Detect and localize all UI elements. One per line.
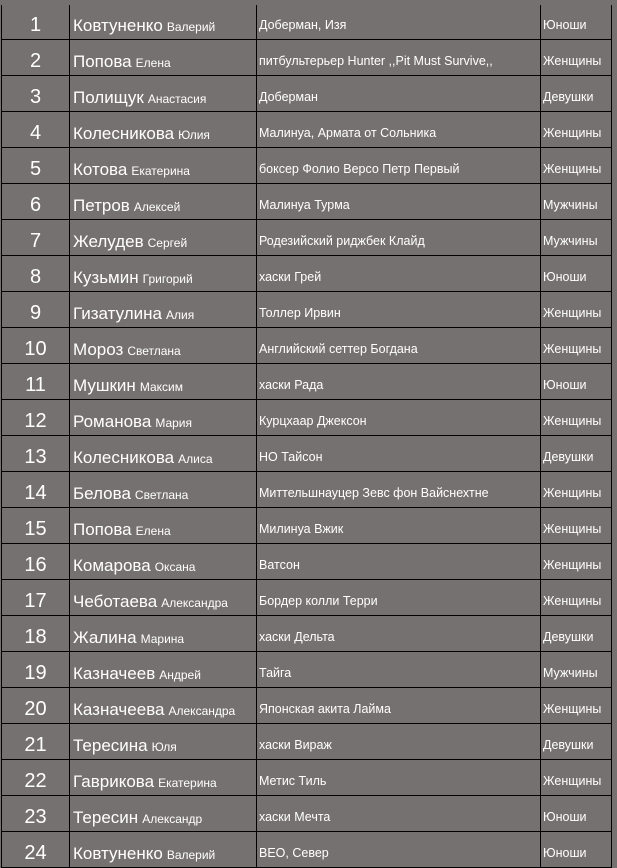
row-number-cell[interactable]: 14	[2, 472, 70, 508]
dog-cell[interactable]: хаски Вираж	[257, 724, 541, 760]
table-row	[2, 436, 612, 472]
category-cell[interactable]: Мужчины	[541, 220, 612, 256]
category-cell[interactable]: Девушки	[541, 436, 612, 472]
participant-surname: Колесникова	[73, 124, 175, 143]
participant-given-name: Оксана	[154, 560, 196, 574]
participant-surname: Попова	[73, 520, 132, 539]
participant-surname: Ковтуненко	[73, 16, 163, 35]
participant-surname: Тересин	[73, 808, 139, 827]
table-row	[2, 148, 612, 184]
participant-given-name: Александра	[168, 704, 236, 718]
participant-surname: Кузьмин	[73, 268, 139, 287]
table-row	[2, 580, 612, 616]
dog-cell[interactable]: Ватсон	[257, 544, 541, 580]
participant-given-name: Екатерина	[158, 776, 217, 790]
participant-given-name: Максим	[139, 380, 183, 394]
participant-name-cell[interactable]	[70, 652, 257, 688]
participant-given-name: Алия	[165, 308, 195, 322]
row-number-cell[interactable]: 1	[2, 5, 70, 40]
dog-cell[interactable]: Бордер колли Терри	[257, 580, 541, 616]
dog-cell[interactable]: Доберман	[257, 76, 541, 112]
participant-given-name: Светлана	[127, 344, 181, 358]
participants-table-body	[2, 5, 612, 868]
table-row	[2, 5, 612, 40]
table-row	[2, 400, 612, 436]
dog-cell[interactable]: Тайга	[257, 652, 541, 688]
participant-surname: Петров	[73, 196, 130, 215]
category-cell[interactable]: Женщины	[541, 580, 612, 616]
row-number-cell[interactable]: 4	[2, 112, 70, 148]
table-row	[2, 220, 612, 256]
participant-given-name: Елена	[135, 524, 171, 538]
category-cell[interactable]: Женщины	[541, 508, 612, 544]
category-cell[interactable]: Девушки	[541, 616, 612, 652]
category-cell[interactable]: Девушки	[541, 76, 612, 112]
table-row	[2, 652, 612, 688]
participant-name-cell[interactable]	[70, 256, 257, 292]
participant-name-cell[interactable]	[70, 580, 257, 616]
category-cell[interactable]: Женщины	[541, 112, 612, 148]
table-row	[2, 112, 612, 148]
participant-name-cell[interactable]	[70, 112, 257, 148]
participant-given-name: Алиса	[178, 452, 213, 466]
participant-surname: Романова	[73, 412, 152, 431]
dog-cell[interactable]: BEO, Север	[257, 832, 541, 868]
participant-name-cell[interactable]	[70, 508, 257, 544]
participant-name-cell[interactable]	[70, 292, 257, 328]
dog-cell[interactable]: НО Тайсон	[257, 436, 541, 472]
row-number-cell[interactable]: 7	[2, 220, 70, 256]
dog-cell[interactable]: Малинуа Турма	[257, 184, 541, 220]
participant-name-cell[interactable]	[70, 796, 257, 832]
row-number-cell[interactable]: 15	[2, 508, 70, 544]
participant-surname: Полищук	[73, 88, 144, 107]
participant-given-name: Андрей	[159, 668, 201, 682]
row-number-cell[interactable]: 3	[2, 76, 70, 112]
row-number-cell[interactable]: 19	[2, 652, 70, 688]
participant-given-name: Сергей	[147, 236, 188, 250]
participant-given-name: Юлия	[178, 128, 210, 142]
participants-table	[1, 5, 612, 868]
participant-surname: Комарова	[73, 556, 151, 575]
row-number-cell[interactable]: 9	[2, 292, 70, 328]
dog-cell[interactable]: хаски Дельта	[257, 616, 541, 652]
table-row	[2, 616, 612, 652]
category-cell[interactable]: Женщины	[541, 292, 612, 328]
table-row	[2, 328, 612, 364]
dog-cell[interactable]: Доберман, Изя	[257, 5, 541, 40]
category-cell[interactable]: Девушки	[541, 724, 612, 760]
participant-name-cell[interactable]	[70, 5, 257, 40]
participant-surname: Казначеева	[73, 700, 165, 719]
table-row	[2, 544, 612, 580]
participant-given-name: Анастасия	[147, 92, 207, 106]
table-row	[2, 472, 612, 508]
category-cell[interactable]: Женщины	[541, 400, 612, 436]
table-row	[2, 796, 612, 832]
category-cell[interactable]: Женщины	[541, 760, 612, 796]
participant-surname: Жалина	[73, 628, 137, 647]
participant-surname: Гизатулина	[73, 304, 162, 323]
dog-cell[interactable]: питбультерьер Hunter ,,Pit Must Survive,,	[257, 40, 541, 76]
category-cell[interactable]: Юноши	[541, 5, 612, 40]
participant-name-cell[interactable]	[70, 184, 257, 220]
participant-name-cell[interactable]	[70, 148, 257, 184]
participant-given-name: Елена	[135, 56, 171, 70]
participant-surname: Желудев	[73, 232, 144, 251]
dog-cell[interactable]: Родезийский риджбек Клайд	[257, 220, 541, 256]
category-cell[interactable]: Юноши	[541, 256, 612, 292]
category-cell[interactable]: Мужчины	[541, 184, 612, 220]
row-number-cell[interactable]: 21	[2, 724, 70, 760]
row-number-cell[interactable]: 13	[2, 436, 70, 472]
row-number-cell[interactable]: 5	[2, 148, 70, 184]
table-row	[2, 508, 612, 544]
participant-surname: Чеботаева	[73, 592, 158, 611]
row-number-cell[interactable]: 17	[2, 580, 70, 616]
table-row	[2, 40, 612, 76]
participant-name-cell[interactable]	[70, 760, 257, 796]
table-row	[2, 688, 612, 724]
participant-given-name: Алексей	[133, 200, 181, 214]
participant-surname: Гаврикова	[73, 772, 155, 791]
category-cell[interactable]: Юноши	[541, 796, 612, 832]
participant-name-cell[interactable]	[70, 328, 257, 364]
category-cell[interactable]: Женщины	[541, 40, 612, 76]
row-number-cell[interactable]: 20	[2, 688, 70, 724]
dog-cell[interactable]: хаски Мечта	[257, 796, 541, 832]
participant-name-cell[interactable]	[70, 436, 257, 472]
dog-cell[interactable]: Милинуа Вжик	[257, 508, 541, 544]
participant-name-cell[interactable]	[70, 832, 257, 868]
dog-cell[interactable]: Курцхаар Джексон	[257, 400, 541, 436]
row-number-cell[interactable]: 18	[2, 616, 70, 652]
participant-surname: Колесникова	[73, 448, 175, 467]
row-number-cell[interactable]: 6	[2, 184, 70, 220]
category-cell[interactable]: Женщины	[541, 148, 612, 184]
participant-name-cell[interactable]	[70, 364, 257, 400]
dog-cell[interactable]: боксер Фолио Версо Петр Первый	[257, 148, 541, 184]
row-number-cell[interactable]: 11	[2, 364, 70, 400]
row-number-cell[interactable]: 10	[2, 328, 70, 364]
category-cell[interactable]: Мужчины	[541, 652, 612, 688]
table-row	[2, 364, 612, 400]
participant-name-cell[interactable]	[70, 220, 257, 256]
row-number-cell[interactable]: 12	[2, 400, 70, 436]
participant-surname: Казначеев	[73, 664, 156, 683]
table-row	[2, 256, 612, 292]
participant-surname: Ковтуненко	[73, 844, 163, 863]
participant-surname: Тересина	[73, 736, 148, 755]
participant-given-name: Юля	[151, 740, 177, 754]
participant-given-name: Валерий	[166, 848, 216, 862]
participant-given-name: Григорий	[142, 272, 193, 286]
dog-cell[interactable]: Метис Тиль	[257, 760, 541, 796]
participant-name-cell[interactable]	[70, 76, 257, 112]
participant-surname: Попова	[73, 52, 132, 71]
participant-name-cell[interactable]	[70, 688, 257, 724]
row-number-cell[interactable]: 24	[2, 832, 70, 868]
dog-cell[interactable]: хаски Рада	[257, 364, 541, 400]
participant-surname: Мушкин	[73, 376, 136, 395]
participant-name-cell[interactable]	[70, 544, 257, 580]
participant-given-name: Екатерина	[131, 164, 190, 178]
category-cell[interactable]: Юноши	[541, 364, 612, 400]
category-cell[interactable]: Женщины	[541, 544, 612, 580]
table-row	[2, 76, 612, 112]
category-cell[interactable]: Юноши	[541, 832, 612, 868]
table-row	[2, 184, 612, 220]
row-number-cell[interactable]: 23	[2, 796, 70, 832]
dog-cell[interactable]: хаски Грей	[257, 256, 541, 292]
category-cell[interactable]: Женщины	[541, 328, 612, 364]
participant-given-name: Марина	[140, 632, 185, 646]
participant-given-name: Светлана	[134, 488, 189, 502]
participant-surname: Котова	[73, 160, 128, 179]
table-row	[2, 760, 612, 796]
dog-cell[interactable]: Малинуа, Армата от Сольника	[257, 112, 541, 148]
table-row	[2, 724, 612, 760]
row-number-cell[interactable]: 2	[2, 40, 70, 76]
category-cell[interactable]: Женщины	[541, 472, 612, 508]
participant-name-cell[interactable]	[70, 40, 257, 76]
dog-cell[interactable]: Толлер Ирвин	[257, 292, 541, 328]
row-number-cell[interactable]: 22	[2, 760, 70, 796]
dog-cell[interactable]: Миттельшнауцер Зевс фон Вайснехтне	[257, 472, 541, 508]
row-number-cell[interactable]: 8	[2, 256, 70, 292]
table-row	[2, 292, 612, 328]
participant-given-name: Александр	[142, 812, 203, 826]
participant-name-cell[interactable]	[70, 616, 257, 652]
dog-cell[interactable]: Английский сеттер Богдана	[257, 328, 541, 364]
participant-given-name: Валерий	[166, 20, 216, 34]
participant-name-cell[interactable]	[70, 400, 257, 436]
participant-name-cell[interactable]	[70, 724, 257, 760]
dog-cell[interactable]: Японская акита Лайма	[257, 688, 541, 724]
participant-given-name: Мария	[155, 416, 193, 430]
participant-surname: Мороз	[73, 340, 124, 359]
participant-surname: Белова	[73, 484, 131, 503]
table-row	[2, 832, 612, 868]
participant-name-cell[interactable]	[70, 472, 257, 508]
category-cell[interactable]: Женщины	[541, 688, 612, 724]
participant-given-name: Александра	[161, 596, 228, 610]
row-number-cell[interactable]: 16	[2, 544, 70, 580]
